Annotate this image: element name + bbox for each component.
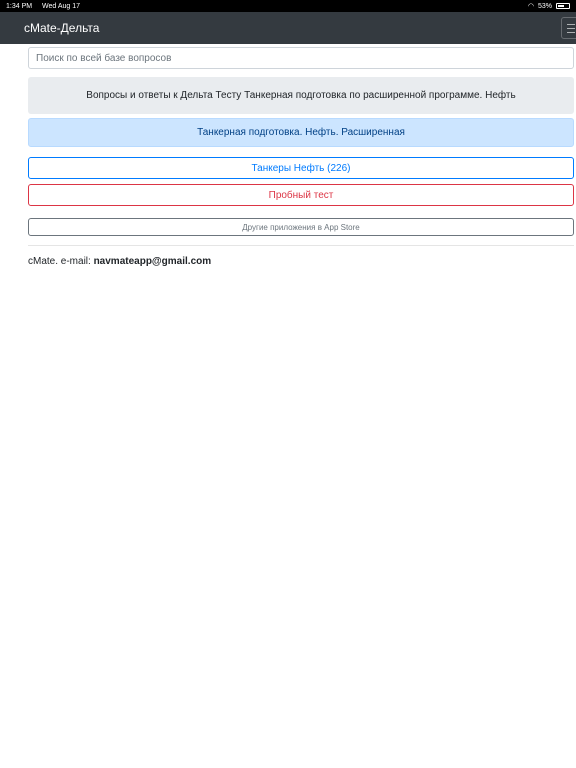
wifi-icon: ◠	[527, 3, 534, 10]
status-time: 1:34 PM	[6, 2, 33, 10]
category-button-label: Танкеры Нефть (226)	[251, 162, 351, 174]
footer-email[interactable]: navmateapp@gmail.com	[93, 256, 212, 267]
intro-jumbotron	[28, 77, 574, 114]
status-right	[528, 2, 570, 10]
other-apps-button-label: Другие приложения в App Store	[242, 222, 360, 232]
footer-label: cMate. e-mail:	[28, 256, 94, 267]
trial-test-button[interactable]	[28, 184, 574, 206]
battery-icon	[556, 3, 570, 9]
navbar-brand[interactable]: cMate-Дельта	[24, 21, 100, 35]
section-title: Танкерная подготовка. Нефть. Расширенная	[197, 127, 405, 138]
status-bar	[0, 0, 576, 12]
trial-test-button-label: Пробный тест	[268, 189, 334, 201]
menu-line	[567, 32, 575, 33]
menu-line	[567, 24, 575, 25]
status-date: Wed Aug 17	[42, 2, 81, 10]
menu-line	[567, 28, 575, 29]
status-left	[6, 3, 88, 10]
section-title-alert	[28, 118, 574, 147]
footer	[28, 256, 574, 267]
other-apps-button[interactable]	[28, 218, 574, 236]
battery-percent: 53%	[537, 2, 552, 10]
category-button[interactable]	[28, 157, 574, 179]
main-content	[28, 47, 574, 267]
hamburger-menu-icon[interactable]	[561, 17, 576, 39]
divider	[28, 245, 574, 246]
intro-text: Вопросы и ответы к Дельта Тесту Танкерная подготовка по расширенной программе. Нефть	[86, 90, 516, 101]
navbar	[0, 12, 576, 44]
search-input[interactable]	[28, 47, 574, 69]
